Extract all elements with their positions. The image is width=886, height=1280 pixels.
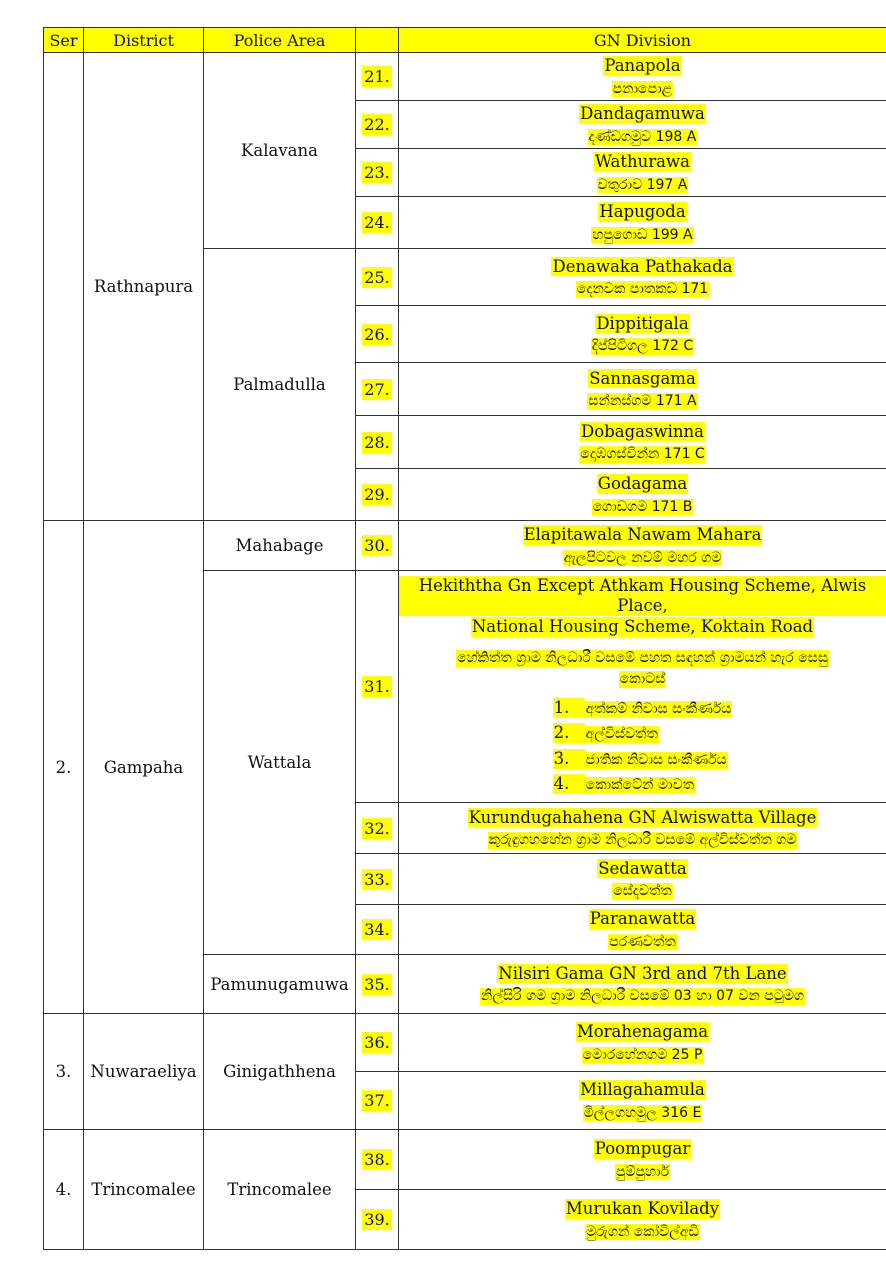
gn-name-english: Panapola <box>604 56 681 76</box>
gn-division-cell <box>399 363 886 416</box>
row-number: 24. <box>364 213 390 232</box>
gn-division-cell <box>399 469 886 521</box>
row-number: 32. <box>364 818 390 838</box>
table-body <box>44 53 886 1250</box>
gn-name-english: Hekiththa Gn Except Athkam Housing Scheme, Alwis Place, <box>399 576 886 616</box>
list-item-text: අත්කම් නිවාස සංකීර්ණය <box>585 700 732 717</box>
row-number-cell <box>356 53 399 101</box>
row-number: 38. <box>364 1150 390 1169</box>
row-number: 31. <box>364 677 390 696</box>
district-cell: Nuwaraeliya <box>84 1014 204 1130</box>
row-number-cell <box>356 955 399 1014</box>
gn-name-sinhala: දිප්පිටිගල 172 C <box>591 338 694 354</box>
excluded-areas-list <box>553 695 733 797</box>
district-cell: Gampaha <box>84 521 204 1014</box>
police-area-cell: Palmadulla <box>204 249 356 521</box>
row-number-cell <box>356 521 399 571</box>
list-item <box>553 771 733 797</box>
gn-name-sinhala: දණ්ඩගමුව 198 A <box>588 128 697 145</box>
list-item-text: අල්විස්වත්ත <box>585 726 658 743</box>
gn-name-english: Sannasgama <box>589 368 696 388</box>
header-police-area: Police Area <box>204 28 356 53</box>
gn-name-sinhala: ගොඩගම 171 B <box>592 498 693 515</box>
row-number-cell <box>356 197 399 249</box>
list-item-number: 3. <box>553 749 585 769</box>
district-cell: Rathnapura <box>84 53 204 521</box>
gn-name-sinhala: හපුගොඩ 199 A <box>592 226 693 243</box>
row-number-cell <box>356 854 399 905</box>
table-row <box>44 53 886 101</box>
gn-name-sinhala: වතුරාව 197 A <box>597 176 688 193</box>
gn-name-english: Godagama <box>597 474 688 494</box>
list-item-text: කොක්ටේන් මාවත <box>585 777 695 794</box>
gn-name-sinhala: ඇලපිටවල නවම් මහර ගම <box>563 549 722 566</box>
gn-name-sinhala: මිල්ලගහමුල 316 E <box>583 1104 702 1121</box>
row-number-cell <box>356 149 399 197</box>
gn-name-sinhala: නිල්සිරි ගම ග්‍රාම නිලධාරී වසමේ 03 හා 07 වන පටුමග <box>481 988 804 1004</box>
row-number: 37. <box>364 1091 390 1110</box>
gn-name-english: Poompugar <box>594 1139 691 1159</box>
police-area-cell: Kalavana <box>204 53 356 249</box>
gn-division-cell <box>399 803 886 854</box>
gn-name-sinhala: පරණවත්ත <box>609 933 676 950</box>
row-number-cell <box>356 416 399 469</box>
gn-name-sinhala: සන්නස්ගම 171 A <box>588 393 697 409</box>
gn-name-english: Dobagaswinna <box>581 421 704 441</box>
list-item-number: 2. <box>553 723 585 743</box>
gn-name-english: Nilsiri Gama GN 3rd and 7th Lane <box>498 963 787 983</box>
gn-name-english: Murukan Kovilady <box>565 1199 720 1219</box>
row-number-cell <box>356 571 399 803</box>
header-district: District <box>84 28 204 53</box>
gn-name-english: Sedawatta <box>598 858 687 878</box>
district-cell: Trincomalee <box>84 1130 204 1250</box>
gn-division-cell <box>399 521 886 571</box>
row-number-cell <box>356 363 399 416</box>
row-number-cell <box>356 306 399 363</box>
row-number: 21. <box>364 67 390 86</box>
row-number-cell <box>356 803 399 854</box>
row-number: 30. <box>364 536 390 555</box>
list-item-number: 1. <box>553 698 585 718</box>
row-number: 34. <box>364 920 390 939</box>
row-number: 22. <box>364 115 390 134</box>
table-row <box>44 1130 886 1190</box>
row-number-cell <box>356 905 399 955</box>
gn-name-english: Paranawatta <box>589 909 696 929</box>
gn-division-cell <box>399 905 886 955</box>
row-number: 35. <box>364 974 390 994</box>
gn-division-cell <box>399 149 886 197</box>
ser-cell: 4. <box>44 1130 84 1250</box>
ser-cell <box>44 53 84 521</box>
gn-name-sinhala: පනාපොළ <box>612 80 673 97</box>
gn-division-cell <box>399 53 886 101</box>
gn-division-cell <box>399 306 886 363</box>
row-number: 28. <box>364 432 390 452</box>
gn-name-sinhala: මොරහේනගම 25 P <box>582 1046 703 1063</box>
gn-name-english: Hapugoda <box>599 202 686 222</box>
gn-name-sinhala: හේකිත්ත ග්‍රාම නිලධාරී වසමේ පහත සඳහන් ග්‍රාමයන් හැර සෙසු <box>457 649 828 666</box>
gn-division-cell <box>399 101 886 149</box>
table-row <box>44 1014 886 1072</box>
row-number: 29. <box>364 485 390 504</box>
gn-name-sinhala: මුරුගන් කෝවිල්අඩි <box>586 1223 699 1240</box>
gn-name-sinhala: පුම්පුහාර් <box>615 1163 670 1180</box>
row-number-cell <box>356 249 399 306</box>
table-row <box>44 521 886 571</box>
police-area-cell: Wattala <box>204 571 356 955</box>
header-number <box>356 28 399 53</box>
gn-name-english: Denawaka Pathakada <box>552 256 733 276</box>
gn-name-english: Wathurawa <box>595 152 690 172</box>
gn-division-cell <box>399 197 886 249</box>
list-item <box>553 695 733 721</box>
header-row <box>44 28 886 53</box>
police-area-cell: Ginigathhena <box>204 1014 356 1130</box>
gn-division-cell <box>399 1072 886 1130</box>
header-ser: Ser <box>44 28 84 53</box>
police-area-cell: Mahabage <box>204 521 356 571</box>
gn-division-cell <box>399 1130 886 1190</box>
gn-name-sinhala: කුරුඳුගහහේන ග්‍රාම නිලධාරී වසමේ අල්විස්වත්ත ගම <box>488 832 797 848</box>
gn-name-english: Dippitigala <box>596 313 689 333</box>
gn-name-sinhala: දොඹගස්වින්න 171 C <box>580 446 705 462</box>
gn-name-english: Kurundugahahena GN Alwiswatta Village <box>468 807 817 827</box>
ser-cell: 2. <box>44 521 84 1014</box>
gn-division-table <box>43 27 886 1250</box>
ser-cell: 3. <box>44 1014 84 1130</box>
gn-division-cell <box>399 249 886 306</box>
list-item <box>553 746 733 772</box>
gn-name-sinhala: සේදවත්ත <box>613 883 672 899</box>
police-area-cell: Pamunugamuwa <box>204 955 356 1014</box>
gn-name-english: Dandagamuwa <box>580 104 705 124</box>
row-number: 25. <box>364 267 390 287</box>
row-number-cell <box>356 1130 399 1190</box>
header-gn-division: GN Division <box>399 28 886 53</box>
row-number-cell <box>356 101 399 149</box>
gn-name-english: National Housing Scheme, Koktain Road <box>471 617 814 637</box>
gn-division-cell <box>399 571 886 803</box>
list-item <box>553 720 733 746</box>
gn-division-cell <box>399 1190 886 1250</box>
gn-division-cell <box>399 955 886 1014</box>
gn-division-cell <box>399 416 886 469</box>
row-number: 27. <box>364 379 390 399</box>
row-number: 39. <box>364 1210 390 1229</box>
gn-name-english: Millagahamula <box>580 1080 705 1100</box>
police-area-cell: Trincomalee <box>204 1130 356 1250</box>
row-number-cell <box>356 1072 399 1130</box>
gn-name-english: Elapitawala Nawam Mahara <box>523 525 762 545</box>
row-number-cell <box>356 1190 399 1250</box>
row-number: 33. <box>364 869 390 889</box>
list-item-number: 4. <box>553 774 585 794</box>
gn-division-cell <box>399 1014 886 1072</box>
gn-name-sinhala: කොටස් <box>619 671 666 688</box>
list-item-text: ජාතික නිවාස සංකීර්ණය <box>585 751 727 768</box>
row-number: 36. <box>364 1033 390 1052</box>
gn-name-sinhala: දෙනවක පාතකඩ 171 <box>576 281 709 297</box>
row-number-cell <box>356 469 399 521</box>
gn-name-english: Morahenagama <box>576 1022 709 1042</box>
row-number: 26. <box>364 324 390 344</box>
gn-division-cell <box>399 854 886 905</box>
row-number: 23. <box>364 163 390 182</box>
row-number-cell <box>356 1014 399 1072</box>
